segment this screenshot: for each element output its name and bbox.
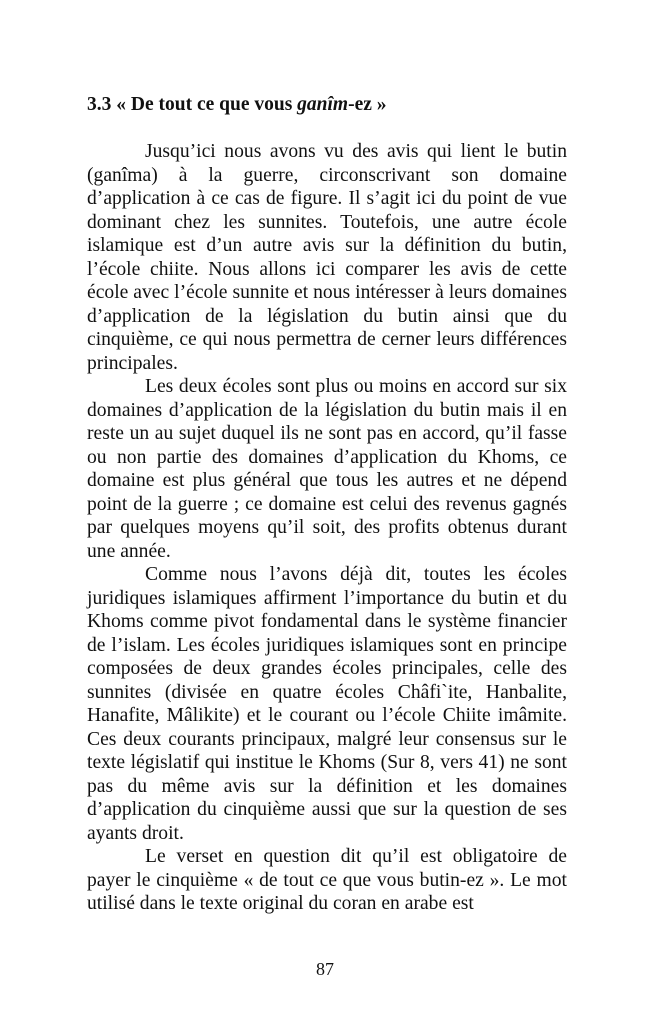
section-heading-emphasis: ganîm	[297, 94, 349, 115]
section-heading-suffix: -ez »	[348, 94, 387, 115]
section-heading	[87, 91, 567, 119]
page-number: 87	[316, 959, 334, 979]
paragraph-2: Les deux écoles sont plus ou moins en accord sur six domaines d’application de la législation du butin mais il en reste un au sujet duquel ils ne sont pas en accord, qu’il fasse ou non partie des domaines d’application du Khoms, ce domaine est plus général que tous les autres et ne dépend point de la guerre ; ce domaine est celui des revenus gagnés par quelques moyens qu’il soit, des profits obtenus durant une année.	[87, 376, 567, 562]
body-text	[87, 140, 567, 916]
paragraph-1: Jusqu’ici nous avons vu des avis qui lient le butin (ganîma) à la guerre, circonscrivant son domaine d’application à ce cas de figure. Il s’agit ici du point de vue dominant chez les sunnites. Toutefois, une autre école islamique est d’un autre avis sur la définition du butin, l’école chiite. Nous allons ici comparer les avis de cette école avec l’école sunnite et nous intéresser à leurs domaines d’application de la législation du butin ainsi que du cinquième, ce qui nous permettra de cerner leurs différences principales.	[87, 141, 567, 374]
section-heading-prefix: 3.3 « De tout ce que vous	[87, 94, 298, 115]
paragraph-4: Le verset en question dit qu’il est obligatoire de payer le cinquième « de tout ce que vous butin-ez ». Le mot utilisé dans le texte original du coran en arabe est	[87, 846, 567, 914]
paragraph-3: Comme nous l’avons déjà dit, toutes les écoles juridiques islamiques affirment l’importance du butin et du Khoms comme pivot fondamental dans le système financier de l’islam. Les écoles juridiques islamiques sont en principe composées de deux grandes écoles principales, celle des sunnites (divisée en quatre écoles Châfi`ite, Hanbalite, Hanafite, Mâlikite) et le courant ou l’école Chiite imâmite. Ces deux courants principaux, malgré leur consensus sur le texte législatif qui institue le Khoms (Sur 8, vers 41) ne sont pas du même avis sur la définition et les domaines d’application du cinquième aussi que sur la question de ses ayants droit.	[87, 564, 567, 844]
